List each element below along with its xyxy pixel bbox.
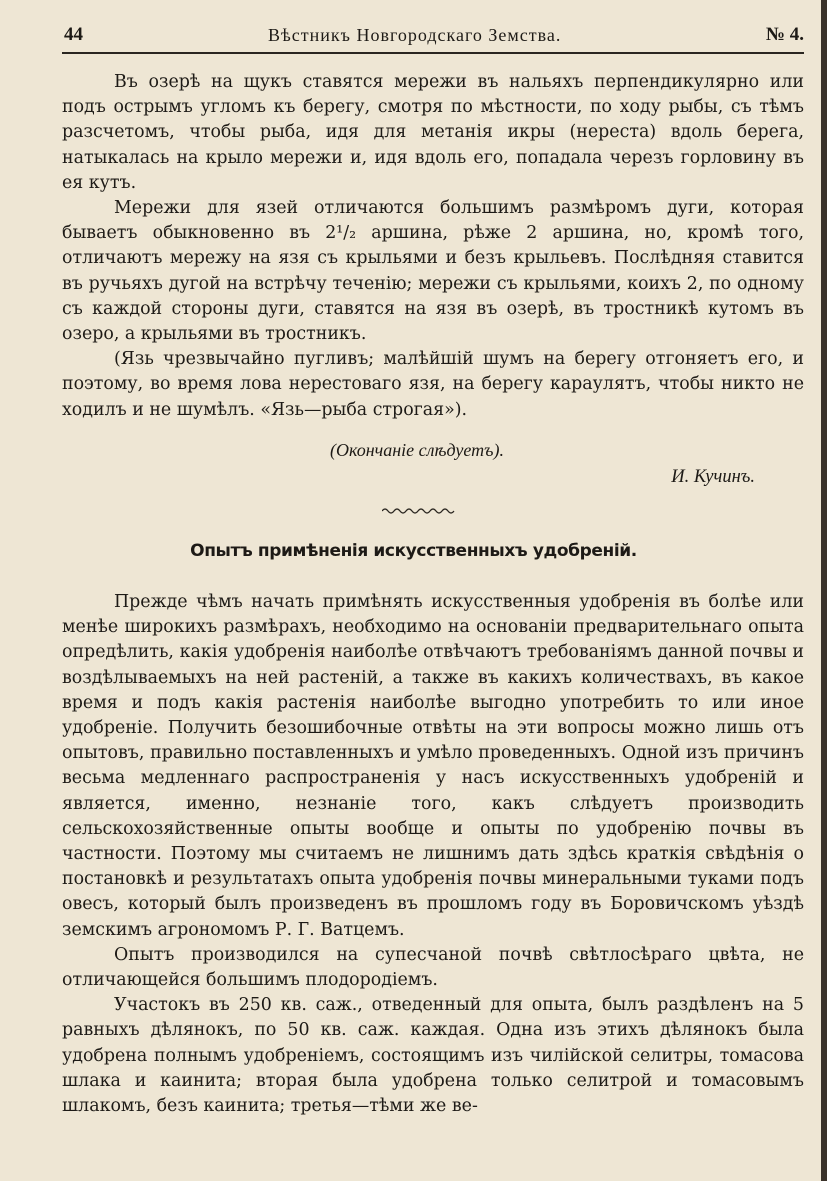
continuation-note: (Окончаніе слѣдуетъ).: [330, 440, 504, 460]
paragraph: Въ озерѣ на щукъ ставятся мережи въ нальяхъ перпендикулярно или подъ острымъ угломъ къ берегу, смотря по мѣстности, по ходу рыбы, съ тѣмъ разсчетомъ, чтобы рыба, идя для метанія икры (нереста) вдоль берега, натыкалась на крыло мережи и, идя вдоль его, попадала черезъ горловину въ ея кутъ.: [62, 72, 804, 193]
author-signature: И. Кучинъ.: [671, 467, 755, 487]
issue-number: № 4.: [765, 24, 804, 45]
wavy-divider: [382, 506, 456, 516]
paragraph: Опытъ производился на супесчаной почвѣ свѣтлосѣраго цвѣта, не отличающейся большимъ плодородіемъ.: [62, 944, 804, 991]
page-edge-shadow: [821, 0, 827, 1181]
article-title: Опытъ примѣненія искусственныхъ удобреній.: [190, 541, 637, 561]
article-continuation-text: [62, 70, 804, 420]
running-header: [62, 22, 804, 54]
paragraph: Мережи для язей отличаются большимъ размѣромъ дуги, которая бываетъ обыкновенно въ 2¹/₂ аршина, рѣже 2 аршина, но, кромѣ того, отличаютъ мережу на язя съ крыльями и безъ крыльевъ. Послѣдняя ставится въ ручьяхъ дугой на встрѣчу теченію; мережи съ крыльями, коихъ 2, по одному съ каждой стороны дуги, ставятся на язя въ озерѣ, въ тростникѣ кутомъ въ озеро, а крыльями въ тростникъ.: [62, 198, 804, 345]
paragraph: Участокъ въ 250 кв. саж., отведенный для опыта, былъ раздѣленъ на 5 равныхъ дѣлянокъ, по 50 кв. саж. каждая. Одна изъ этихъ дѣлянокъ была удобрена полнымъ удобреніемъ, состоящимъ изъ чилійской селитры, томасова шлака и каинита; вторая была удобрена только селитрой и томасовымъ шлакомъ, безъ каинита; третья—тѣми же ве-: [62, 995, 804, 1117]
paragraph: (Язь чрезвычайно пугливъ; малѣйшій шумъ на берегу отгоняетъ его, и поэтому, во время лова нерестоваго язя, на берегу караулятъ, чтобы никто не ходилъ и не шумѣлъ. «Язь—рыба строгая»).: [62, 349, 804, 420]
page-number: 44: [64, 24, 83, 45]
paragraph: Прежде чѣмъ начать примѣнять искусственныя удобренія въ болѣе или менѣе широкихъ размѣрахъ, необходимо на основаніи предварительнаго опыта опредѣлить, какія удобренія наиболѣе отвѣчаютъ требованіямъ данной почвы и воздѣлываемыхъ на ней растеній, а также въ какихъ количествахъ, въ какое время и подъ какія растенія наиболѣе выгодно употребить то или иное удобреніе. Получить безошибочные отвѣты на эти вопросы можно лишь отъ опытовъ, правильно поставленныхъ и умѣло проведенныхъ. Одной изъ причинъ весьма медленнаго распространенія у насъ искусственныхъ удобреній и является, именно, незнаніе того, какъ слѣдуетъ производить сельскохозяйственные опыты вообще и опыты по удобренію почвы въ частности. Поэтому мы считаемъ не лишнимъ дать здѣсь краткія свѣдѣнія о постановкѣ и результатахъ опыта удобренія почвы минеральными туками подъ овесъ, который былъ произведенъ въ прошломъ году въ Боровичскомъ уѣздѣ земскимъ агрономомъ Р. Г. Ватцемъ.: [62, 592, 804, 940]
journal-title: Вѣстникъ Новгородскаго Земства.: [268, 25, 562, 45]
article-body-text: [62, 590, 804, 1150]
